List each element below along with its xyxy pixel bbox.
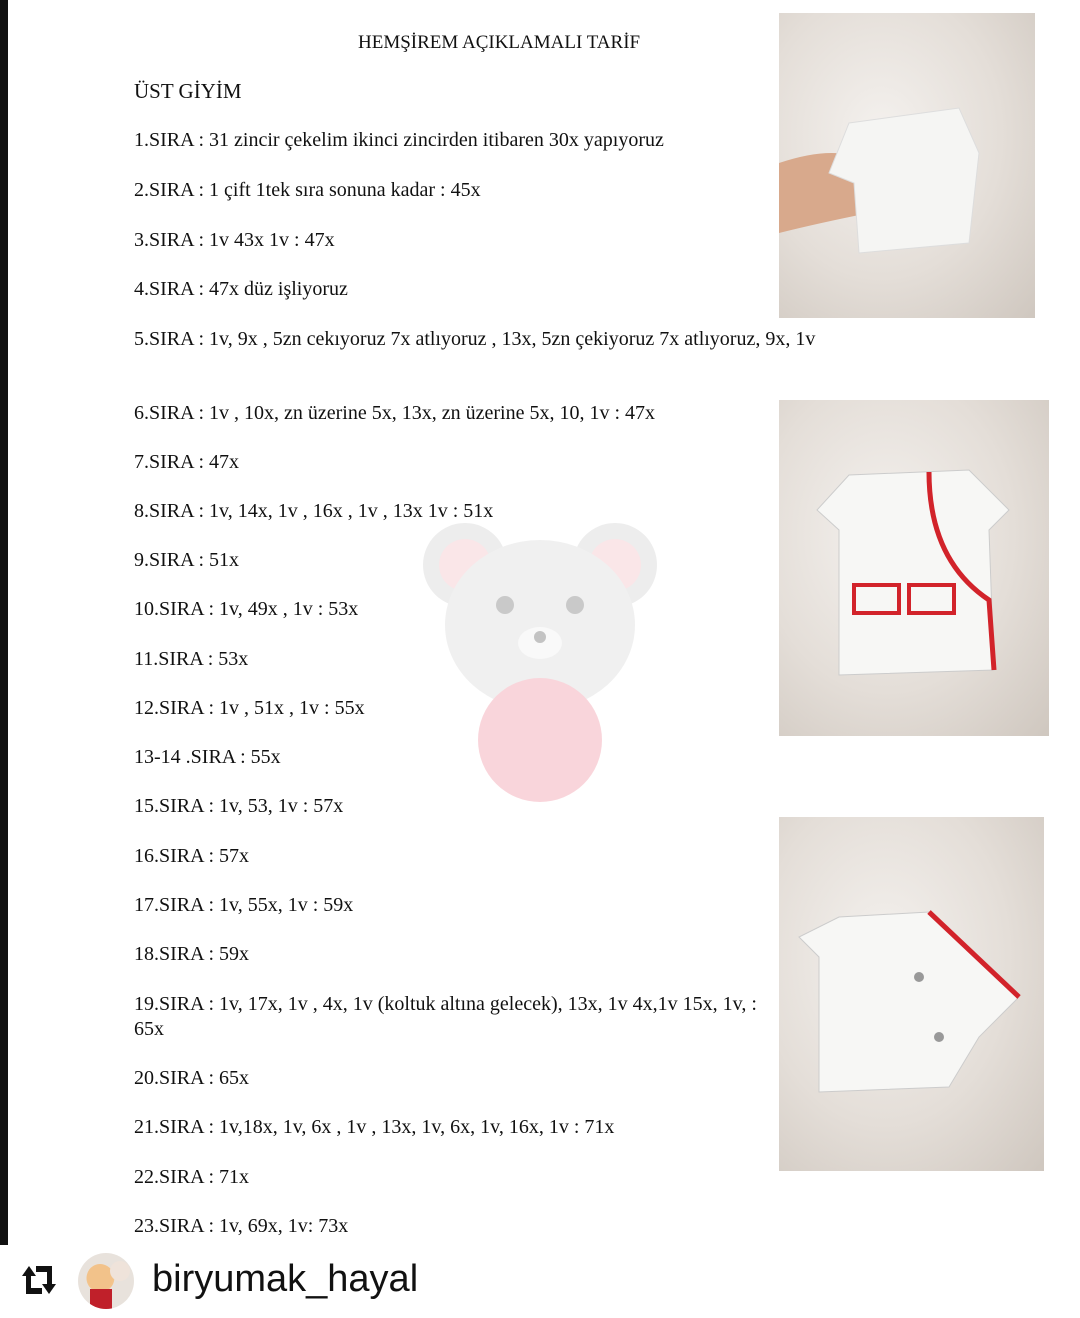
pattern-row: 23.SIRA : 1v, 69x, 1v: 73x xyxy=(134,1215,349,1237)
page-title: HEMŞİREM AÇIKLAMALI TARİF xyxy=(358,32,641,53)
pattern-row: 21.SIRA : 1v,18x, 1v, 6x , 1v , 13x, 1v, 6x, 1v, 16x, 1v : 71x xyxy=(134,1116,615,1138)
avatar[interactable] xyxy=(78,1253,134,1309)
pattern-row: 12.SIRA : 1v , 51x , 1v : 55x xyxy=(134,697,365,719)
pattern-row: 2.SIRA : 1 çift 1tek sıra sonuna kadar : 45x xyxy=(134,179,481,201)
pattern-row: 18.SIRA : 59x xyxy=(134,943,250,965)
garment-photo-2 xyxy=(779,400,1049,736)
pattern-row: 4.SIRA : 47x düz işliyoruz xyxy=(134,278,348,300)
pattern-row: 6.SIRA : 1v , 10x, zn üzerine 5x, 13x, zn üzerine 5x, 10, 1v : 47x xyxy=(134,402,656,424)
pattern-row: 7.SIRA : 47x xyxy=(134,451,240,473)
pattern-row: 3.SIRA : 1v 43x 1v : 47x xyxy=(134,229,335,251)
pattern-row: 8.SIRA : 1v, 14x, 1v , 16x , 1v , 13x 1v : 51x xyxy=(134,500,494,522)
garment-photo-1 xyxy=(779,13,1035,318)
repost-icon xyxy=(18,1262,60,1298)
pattern-row: 15.SIRA : 1v, 53, 1v : 57x xyxy=(134,795,344,817)
pattern-row: 5.SIRA : 1v, 9x , 5zn cekıyoruz 7x atlıyoruz , 13x, 5zn çekiyoruz 7x atlıyoruz, 9x, 1v xyxy=(134,328,816,350)
pattern-row: 13-14 .SIRA : 55x xyxy=(134,746,281,768)
pattern-row: 10.SIRA : 1v, 49x , 1v : 53x xyxy=(134,598,359,620)
bear-logo-icon xyxy=(420,515,660,805)
pattern-row: 22.SIRA : 71x xyxy=(134,1166,250,1188)
section-heading: ÜST GİYİM xyxy=(134,79,242,103)
pattern-row: 11.SIRA : 53x xyxy=(134,648,249,670)
pattern-row: 19.SIRA : 1v, 17x, 1v , 4x, 1v (koltuk altına gelecek), 13x, 1v 4x,1v 15x, 1v, : 65x xyxy=(134,993,757,1040)
pattern-row: 20.SIRA : 65x xyxy=(134,1067,250,1089)
pattern-row: 1.SIRA : 31 zincir çekelim ikinci zincirden itibaren 30x yapıyoruz xyxy=(134,129,664,151)
username-link[interactable]: biryumak_hayal xyxy=(152,1258,419,1300)
pattern-row: 9.SIRA : 51x xyxy=(134,549,240,571)
pattern-row: 16.SIRA : 57x xyxy=(134,845,250,867)
pattern-row: 17.SIRA : 1v, 55x, 1v : 59x xyxy=(134,894,354,916)
left-border xyxy=(0,0,8,1245)
garment-photo-3 xyxy=(779,817,1044,1171)
